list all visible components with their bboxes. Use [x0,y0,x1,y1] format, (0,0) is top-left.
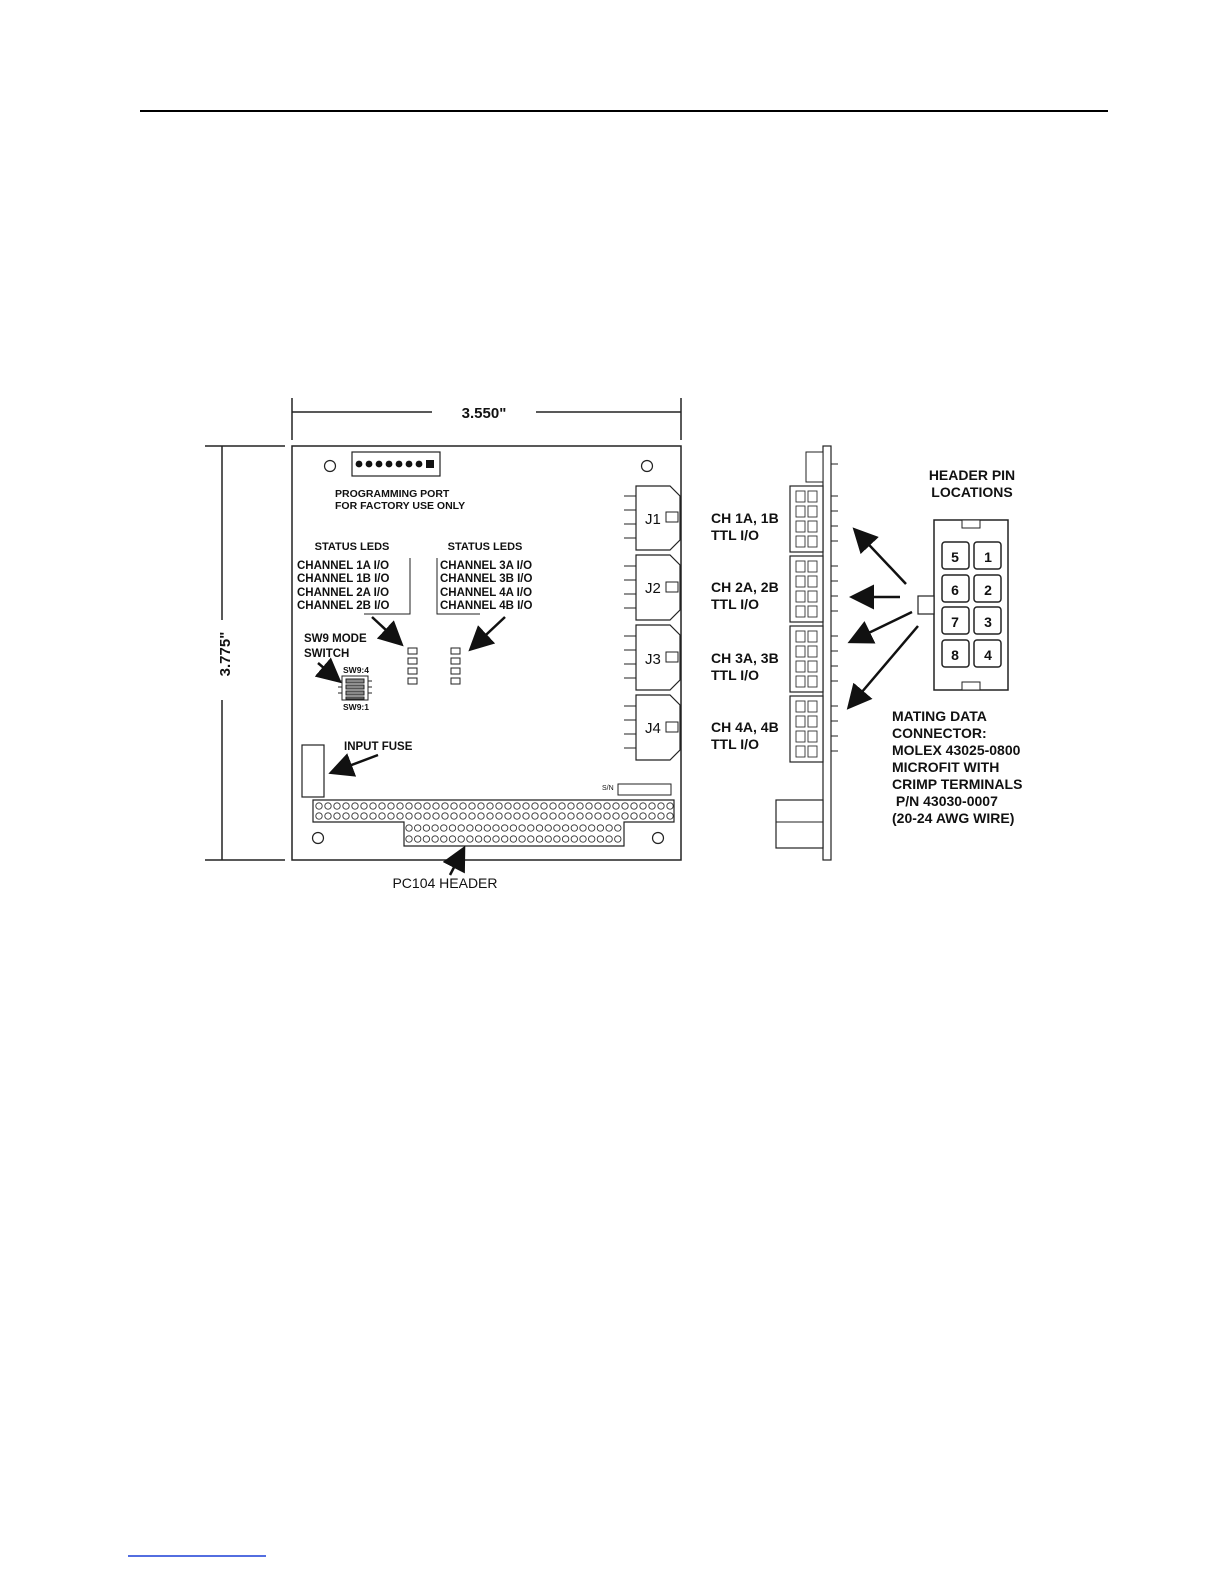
side-connector-cell [808,536,817,547]
side-connector-cell [796,646,805,657]
side-connector [790,486,823,552]
side-connector-cell [796,661,805,672]
side-connector-cell [796,701,805,712]
side-connector-cell [808,521,817,532]
side-connector-cell [808,561,817,572]
side-connector-cell [808,591,817,602]
header-pin-title-2: LOCATIONS [931,484,1013,500]
width-dimension [292,398,681,440]
ch-group-label: CH 4A, 4B [711,719,779,735]
sw9-bottom-label: SW9:1 [343,702,369,712]
pin-number: 4 [984,647,992,663]
side-connector-cell [796,716,805,727]
side-connector [790,556,823,622]
pin-number: 3 [984,614,992,630]
sn-box [618,784,671,795]
ch-group-sub: TTL I/O [711,596,759,612]
side-connector-cell [808,606,817,617]
pin-number: 5 [951,549,959,565]
programming-port-label-1: PROGRAMMING PORT [335,488,450,500]
side-connector-cell [796,606,805,617]
pin-number: 1 [984,549,992,565]
side-connector-cell [796,631,805,642]
pin-number: 7 [951,614,959,630]
connector-label: J2 [645,580,661,597]
sw9-top-label: SW9:4 [343,665,369,675]
mating-line: CRIMP TERMINALS [892,776,1023,792]
side-connector-cell [796,491,805,502]
side-connector-cell [796,676,805,687]
side-connector-cell [808,716,817,727]
side-connector-cell [796,731,805,742]
side-connector-cell [796,521,805,532]
channel-label: CHANNEL 3B I/O [440,573,533,585]
programming-port [352,452,440,476]
mating-line: CONNECTOR: [892,725,987,741]
pc104-label: PC104 HEADER [392,875,498,891]
side-connector [790,696,823,762]
ch-group-sub: TTL I/O [711,667,759,683]
arrow [852,612,912,641]
height-dimension [205,446,285,860]
arrow [856,531,906,584]
side-connector-cell [808,731,817,742]
side-connector-cell [796,506,805,517]
side-connector-cell [796,561,805,572]
header-pin-diagram [918,520,1008,690]
side-connector-cell [796,746,805,757]
side-connector-cell [808,491,817,502]
input-fuse-label: INPUT FUSE [344,741,413,753]
side-connector-cell [796,536,805,547]
channel-label: CHANNEL 3A I/O [440,560,533,572]
mating-line: P/N 43030-0007 [892,793,998,809]
side-connector-cell [808,576,817,587]
header-pin-title-1: HEADER PIN [928,467,1016,483]
side-connector-cell [796,591,805,602]
channel-label: CHANNEL 2B I/O [297,600,390,612]
width-label: 3.550" [461,405,507,422]
pin-number: 2 [984,582,992,598]
mating-line: MATING DATA [892,708,987,724]
status-leds-right-title: STATUS LEDS [447,541,523,553]
side-connector-cell [796,576,805,587]
sw9-label-1: SW9 MODE [304,633,367,645]
connector-label: J1 [645,511,661,528]
sn-label: S/N [602,785,614,792]
ch-group-sub: TTL I/O [711,527,759,543]
input-fuse [302,745,324,797]
channel-label: CHANNEL 4B I/O [440,600,533,612]
sw9-dip-switch [338,676,372,700]
programming-port-label-2: FOR FACTORY USE ONLY [335,500,466,512]
side-connector-cell [808,746,817,757]
mating-line: (20-24 AWG WIRE) [892,810,1015,826]
ch-group-label: CH 1A, 1B [711,510,779,526]
channel-label: CHANNEL 1A I/O [297,560,390,572]
sw9-label-2: SWITCH [304,648,350,660]
side-connector-cell [808,701,817,712]
height-label: 3.775" [217,631,234,677]
pin-number: 8 [951,647,959,663]
channel-label: CHANNEL 1B I/O [297,573,390,585]
side-connector-cell [808,646,817,657]
side-connector-cell [808,676,817,687]
ch-group-sub: TTL I/O [711,736,759,752]
side-connector [790,626,823,692]
channel-label: CHANNEL 4A I/O [440,587,533,599]
side-connector-cell [808,661,817,672]
ch-group-label: CH 2A, 2B [711,579,779,595]
connector-label: J3 [645,651,661,668]
mating-line: MOLEX 43025-0800 [892,742,1021,758]
side-connector-cell [808,631,817,642]
ch-group-label: CH 3A, 3B [711,650,779,666]
side-connector-cell [808,506,817,517]
pin-number: 6 [951,582,959,598]
mating-line: MICROFIT WITH [892,759,1000,775]
channel-label: CHANNEL 2A I/O [297,587,390,599]
status-leds-left-title: STATUS LEDS [314,541,390,553]
connector-label: J4 [645,720,661,737]
